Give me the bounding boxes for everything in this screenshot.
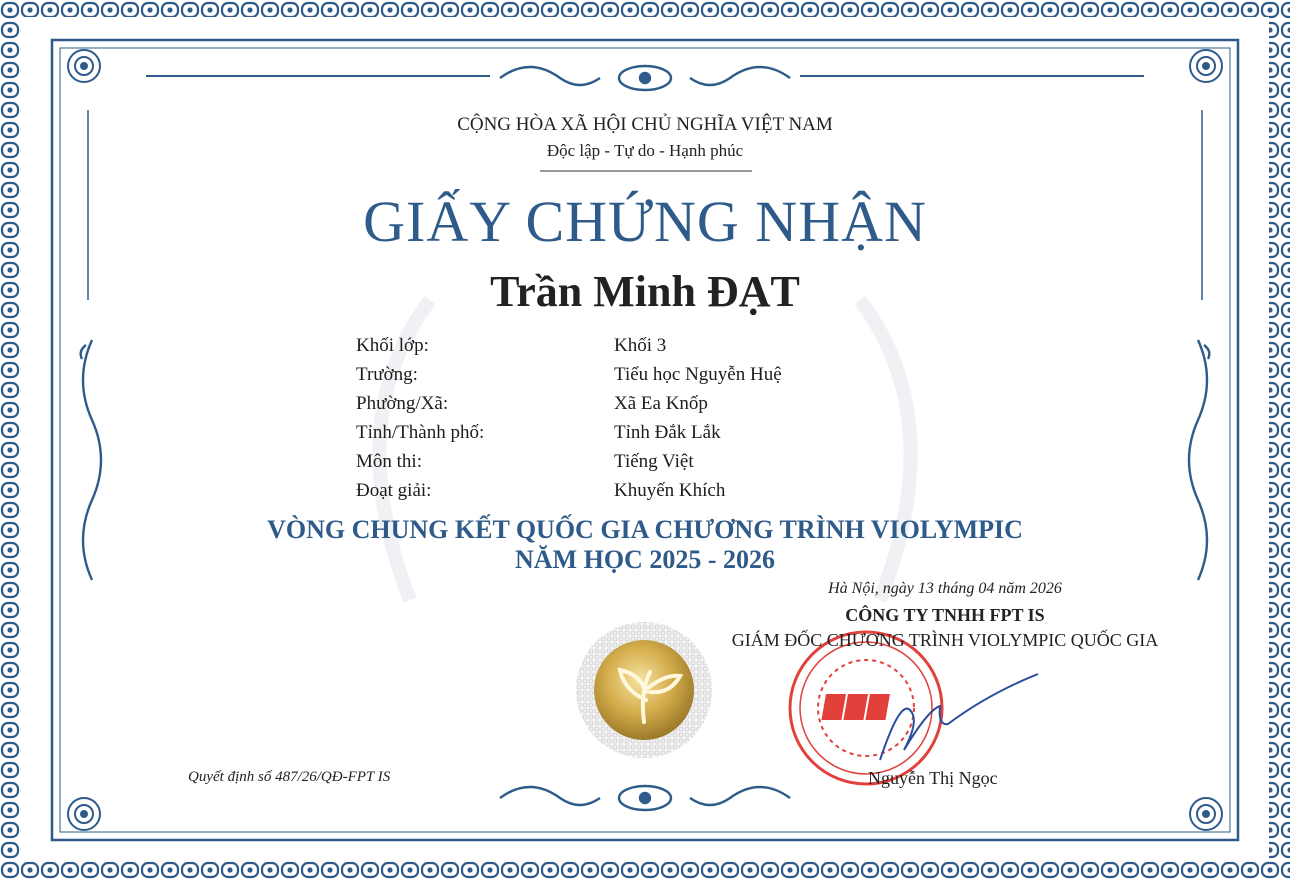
recipient-name: Trần Minh ĐẠT xyxy=(490,267,800,316)
signer-position: GIÁM ĐỐC CHƯƠNG TRÌNH VIOLYMPIC QUỐC GIA xyxy=(731,630,1159,650)
field-label-award: Đoạt giải: xyxy=(356,480,432,501)
field-value-province: Tỉnh Đắk Lắk xyxy=(614,422,721,443)
motto: Độc lập - Tự do - Hạnh phúc xyxy=(546,141,744,160)
decision-number: Quyết định số 487/26/QĐ-FPT IS xyxy=(188,769,391,785)
corner-ornament-tr xyxy=(1190,50,1222,82)
company-name: CÔNG TY TNHH FPT IS xyxy=(845,605,1045,625)
field-label-subject: Môn thi: xyxy=(356,451,422,472)
bottom-flourish xyxy=(500,786,790,810)
field-label-ward: Phường/Xã: xyxy=(356,393,449,414)
place-date: Hà Nội, ngày 13 tháng 04 năm 2026 xyxy=(828,580,1062,597)
corner-ornament-br xyxy=(1190,798,1222,830)
field-label-grade: Khối lớp: xyxy=(356,335,429,356)
signature-stroke xyxy=(880,674,1038,760)
field-value-award: Khuyến Khích xyxy=(614,480,726,501)
right-side-scroll xyxy=(1189,340,1209,580)
field-label-school: Trường: xyxy=(356,364,418,385)
field-value-subject: Tiếng Việt xyxy=(614,451,694,472)
competition-line2: NĂM HỌC 2025 - 2026 xyxy=(515,545,775,574)
field-value-grade: Khối 3 xyxy=(614,335,667,356)
company-stamp xyxy=(790,632,942,784)
field-value-school: Tiểu học Nguyễn Huệ xyxy=(614,364,782,385)
competition-line1: VÒNG CHUNG KẾT QUỐC GIA CHƯƠNG TRÌNH VIOLYMPIC xyxy=(267,515,1023,544)
country-heading: CỘNG HÒA XÃ HỘI CHỦ NGHĨA VIỆT NAM xyxy=(457,114,833,135)
field-value-ward: Xã Ea Knốp xyxy=(614,393,708,414)
certificate-title: GIẤY CHỨNG NHẬN xyxy=(363,189,927,254)
field-label-province: Tỉnh/Thành phố: xyxy=(356,422,485,443)
left-side-scroll xyxy=(81,340,101,580)
signer-name: Nguyễn Thị Ngọc xyxy=(868,768,998,788)
top-flourish xyxy=(500,66,790,90)
corner-ornament-bl xyxy=(68,798,100,830)
corner-ornament-tl xyxy=(68,50,100,82)
